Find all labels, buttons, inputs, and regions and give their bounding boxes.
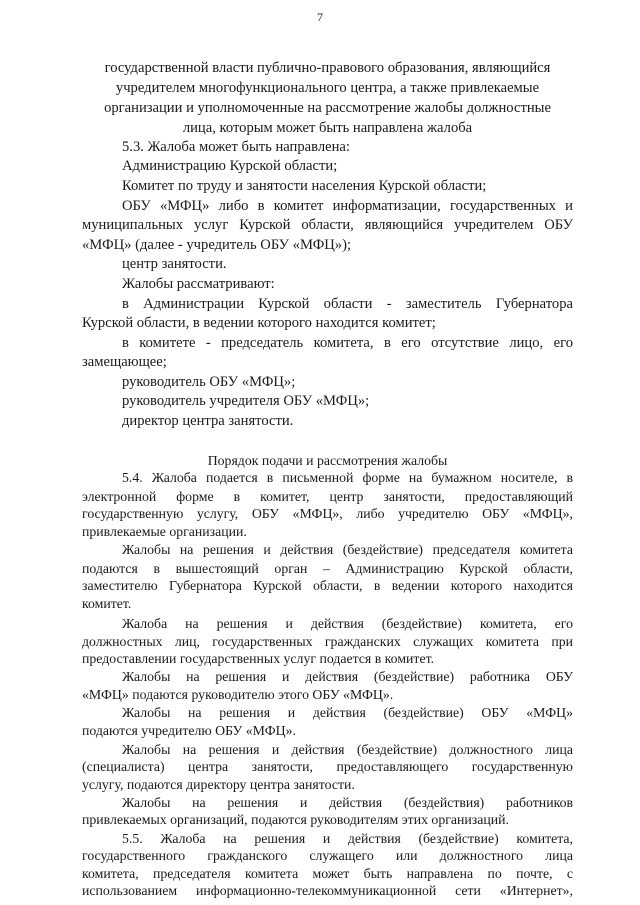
text-line: Жалоба на решения и действия (бездействие) комитета, его bbox=[122, 616, 573, 631]
text-line: 5.5. Жалоба на решения и действия (бездействие) комитета, bbox=[122, 831, 573, 846]
text-line: заместителю Губернатора Курской области, в ведении которого находится bbox=[82, 578, 573, 593]
text-line: комитета, председателя комитета может быть направлена по почте, с bbox=[82, 866, 573, 881]
text-line: государственную услугу, ОБУ «МФЦ», либо учредителю ОБУ «МФЦ», bbox=[82, 506, 573, 521]
text-line: электронной форме в комитет, центр занятости, предоставляющий bbox=[82, 489, 573, 504]
text-line: директор центра занятости. bbox=[122, 413, 294, 429]
text-line: Жалобы на решения и действия (бездействие) ОБУ «МФЦ» bbox=[122, 705, 573, 720]
text-line: использованием информационно-телекоммуникационной сети «Интернет», bbox=[82, 883, 573, 898]
text-line: 5.3. Жалоба может быть направлена: bbox=[122, 139, 350, 155]
text-line: привлекаемых организаций, подаются руководителям этих организаций. bbox=[82, 812, 509, 827]
text-line: в Администрации Курской области - заместитель Губернатора bbox=[122, 296, 573, 312]
section-heading: Порядок подачи и рассмотрения жалобы bbox=[207, 453, 448, 468]
text-line: должностных лиц, государственных гражданских служащих комитета при bbox=[82, 634, 573, 649]
text-line: в комитете - председатель комитета, в его отсутствие лицо, его bbox=[122, 335, 573, 351]
text-line: государственной власти публично-правового образования, являющийся bbox=[104, 60, 551, 76]
text-line: муниципальных услуг Курской области, являющийся учредителем ОБУ bbox=[82, 217, 573, 233]
text-line: Жалобы рассматривают: bbox=[122, 276, 275, 292]
text-line: руководитель учредителя ОБУ «МФЦ»; bbox=[122, 393, 370, 409]
text-line: Администрацию Курской области; bbox=[122, 158, 338, 174]
text-line: Жалобы на решения и действия (бездействие) работника ОБУ bbox=[122, 669, 573, 684]
text-line: Жалобы на решения и действия (бездействия) работников bbox=[122, 795, 573, 810]
text-line: предоставлении государственных услуг подается в комитет. bbox=[82, 651, 435, 666]
text-line: организации и уполномоченные на рассмотрение жалобы должностные bbox=[104, 100, 551, 116]
text-line: подаются учредителю ОБУ «МФЦ». bbox=[82, 723, 296, 738]
text-line: Курской области, в ведении которого находится комитет; bbox=[82, 315, 436, 331]
text-line: замещающее; bbox=[82, 354, 167, 370]
text-line: Комитет по труду и занятости населения Курской области; bbox=[122, 178, 487, 194]
text-line: учредителем многофункционального центра, а также привлекаемые bbox=[115, 80, 540, 96]
text-line: 5.4. Жалоба подается в письменной форме на бумажном носителе, в bbox=[122, 470, 573, 485]
text-line: центр занятости. bbox=[122, 256, 227, 272]
text-line: комитет. bbox=[82, 596, 132, 611]
text-line: услугу, подаются директору центра занятости. bbox=[82, 777, 355, 792]
text-line: (специалиста) центра занятости, предоставляющего государственную bbox=[82, 759, 573, 774]
page-number: 7 bbox=[317, 10, 323, 24]
text-line: «МФЦ» подаются руководителю этого ОБУ «МФЦ». bbox=[82, 687, 394, 702]
text-line: Жалобы на решения и действия (бездействие) председателя комитета bbox=[122, 542, 573, 557]
text-line: «МФЦ» (далее - учредитель ОБУ «МФЦ»); bbox=[82, 237, 352, 253]
text-line: Жалобы на решения и действия (бездействие) должностного лица bbox=[122, 742, 573, 757]
text-line: привлекаемые организации. bbox=[82, 524, 247, 539]
text-line: подаются в вышестоящий орган – Администрацию Курской области, bbox=[82, 561, 573, 576]
text-line: руководитель ОБУ «МФЦ»; bbox=[122, 374, 296, 390]
text-line: лица, которым может быть направлена жалоба bbox=[182, 120, 473, 136]
text-line: государственного гражданского служащего или должностного лица bbox=[82, 848, 573, 863]
text-line: ОБУ «МФЦ» либо в комитет информатизации, государственных и bbox=[122, 198, 573, 214]
